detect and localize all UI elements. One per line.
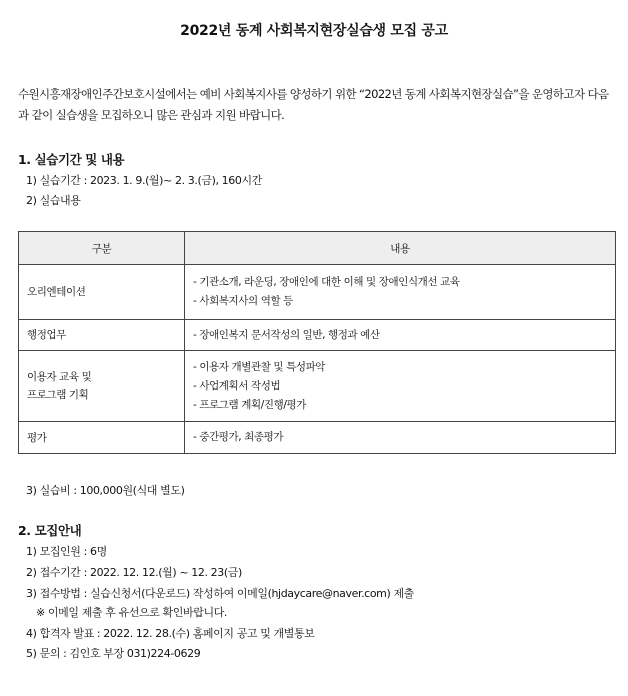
intro-paragraph: 수원시흥재장애인주간보호시설에서는 예비 사회복지사를 양성하기 위한 “2022년 동계 사회복지현장실습”을 운영하고자 다음과 같이 실습생을 모집하오니 많은 관심과 지원 바랍니다. bbox=[18, 87, 609, 122]
practice-fee: 3) 실습비 : 100,000원(식대 별도) bbox=[26, 484, 185, 497]
practice-content-label: 2) 실습내용 bbox=[26, 194, 81, 207]
section2-heading: 2. 모집안내 bbox=[18, 523, 82, 538]
application-period: 2) 접수기간 : 2022. 12. 12.(월) ~ 12. 23(금) bbox=[26, 566, 242, 579]
content-line: - 중간평가, 최종평가 bbox=[193, 431, 284, 443]
row-content bbox=[185, 422, 616, 454]
row-category: 이용자 교육 및 프로그램 기획 bbox=[19, 351, 185, 422]
result-announcement: 4) 합격자 발표 : 2022. 12. 28.(수) 홈페이지 공고 및 개별통보 bbox=[26, 627, 315, 640]
application-note: ※ 이메일 제출 후 유선으로 확인바랍니다. bbox=[36, 606, 228, 619]
row-content bbox=[185, 265, 616, 320]
table-header-row bbox=[19, 232, 616, 265]
table-row bbox=[19, 265, 616, 320]
section1-heading: 1. 실습기간 및 내용 bbox=[18, 152, 125, 167]
application-method: 3) 접수방법 : 실습신청서(다운로드) 작성하여 이메일(hjdaycare@naver.com) 제출 bbox=[26, 587, 414, 600]
contact-info: 5) 문의 : 김인호 부장 031)224-0629 bbox=[26, 647, 201, 660]
content-line: - 기관소개, 라운딩, 장애인에 대한 이해 및 장애인식개선 교육 bbox=[193, 276, 460, 288]
table-header-category: 구분 bbox=[19, 232, 185, 265]
recruit-count: 1) 모집인원 : 6명 bbox=[26, 545, 107, 558]
row-content bbox=[185, 320, 616, 351]
content-line: - 사업계획서 작성법 bbox=[193, 379, 281, 392]
table-row bbox=[19, 320, 616, 351]
table-header-content: 내용 bbox=[185, 232, 616, 265]
content-line: - 프로그램 계획/진행/평가 bbox=[193, 398, 306, 411]
table-row bbox=[19, 351, 616, 422]
practice-content-table bbox=[18, 231, 616, 454]
row-category: 행정업무 bbox=[19, 320, 185, 351]
row-category: 오리엔테이션 bbox=[19, 265, 185, 320]
table-row bbox=[19, 422, 616, 454]
row-category: 평가 bbox=[19, 422, 185, 454]
content-line: - 장애인복지 문서작성의 일반, 행정과 예산 bbox=[193, 328, 380, 341]
content-line: - 사회복지사의 역할 등 bbox=[193, 295, 293, 307]
page-title: 2022년 동계 사회복지현장실습생 모집 공고 bbox=[180, 23, 448, 39]
content-line: - 이용자 개별관찰 및 특성파악 bbox=[193, 360, 326, 373]
row-content bbox=[185, 351, 616, 422]
practice-period: 1) 실습기간 : 2023. 1. 9.(월)~ 2. 3.(금), 160시간 bbox=[26, 174, 262, 187]
